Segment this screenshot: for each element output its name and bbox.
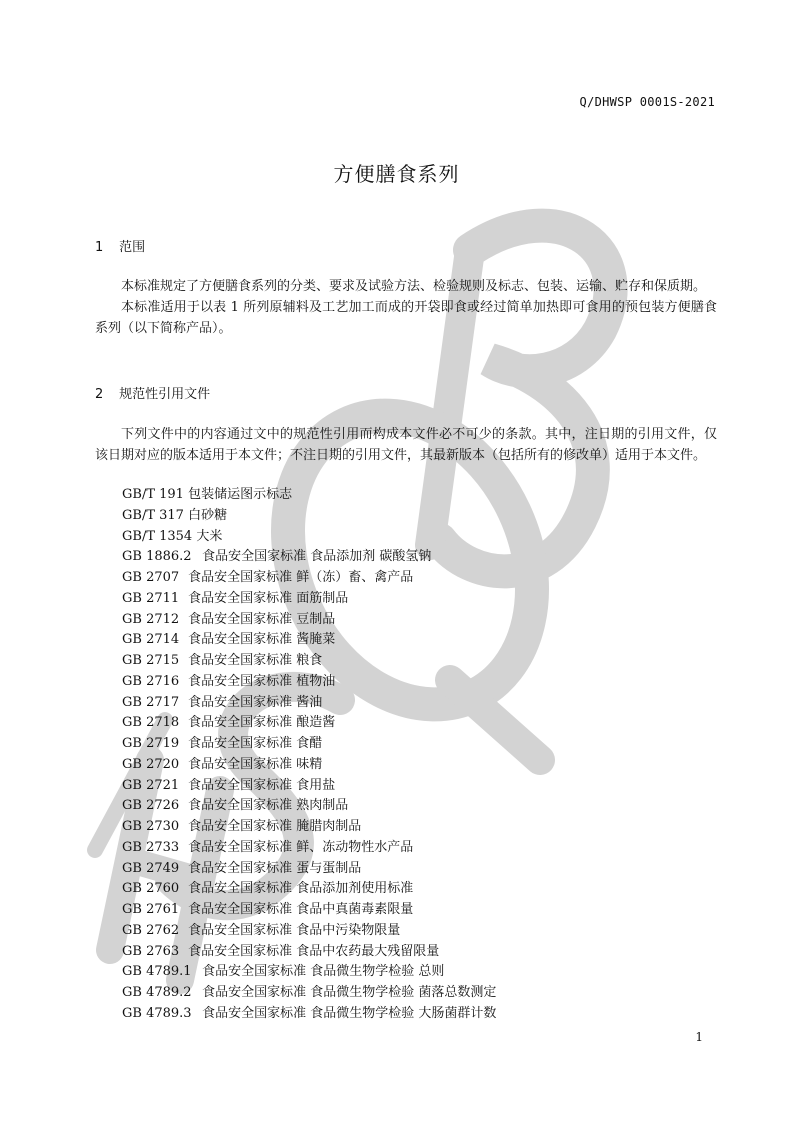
- section-2-heading: [95, 383, 210, 402]
- reference-code: GB 2711: [122, 590, 180, 606]
- reference-item: [122, 568, 496, 589]
- reference-item: [122, 547, 496, 568]
- reference-item: [122, 859, 496, 880]
- reference-code: GB 2720: [122, 756, 180, 772]
- reference-item: [122, 921, 496, 942]
- reference-name: 食品安全国家标准 食品微生物学检验 大肠菌群计数: [202, 1005, 497, 1021]
- section-title: 范围: [119, 240, 146, 255]
- reference-code: GB/T 191: [122, 487, 184, 502]
- reference-name: 大米: [196, 528, 223, 544]
- reference-item: [122, 693, 496, 714]
- section-number: 1: [95, 240, 104, 255]
- paragraph: 下列文件中的内容通过文中的规范性引用而构成本文件必不可少的条款。其中，注日期的引用文件，仅该日期对应的版本适用于本文件；不注日期的引用文件，其最新版本（包括所有的修改单）适用于本文件。: [95, 427, 717, 463]
- reference-code: GB/T 317: [122, 507, 184, 523]
- reference-name: 食品安全国家标准 腌腊肉制品: [188, 819, 362, 834]
- reference-item: [122, 942, 496, 963]
- reference-item: [122, 817, 496, 838]
- reference-name: 食品安全国家标准 鲜（冻）畜、禽产品: [188, 570, 414, 585]
- section-1-body: [95, 276, 717, 339]
- reference-name: 食品安全国家标准 熟肉制品: [188, 798, 349, 814]
- reference-name: 食品安全国家标准 食品微生物学检验 总则: [202, 964, 445, 980]
- reference-item: [122, 1004, 496, 1025]
- reference-name: 食品安全国家标准 酱油: [188, 694, 323, 710]
- reference-name: 包装储运图示标志: [188, 487, 293, 502]
- reference-item: [122, 796, 496, 817]
- reference-name: 食品安全国家标准 味精: [188, 756, 323, 772]
- reference-code: GB 2717: [122, 694, 180, 710]
- section-title: 规范性引用文件: [119, 387, 211, 402]
- reference-code: GB 2730: [122, 819, 180, 834]
- reference-code: GB 4789.2: [122, 985, 192, 1000]
- reference-name: 食品安全国家标准 食品中污染物限量: [188, 922, 401, 938]
- reference-item: [122, 734, 496, 755]
- page-number: 1: [695, 1030, 703, 1044]
- section-1-heading: [95, 236, 145, 255]
- section-2-body: [95, 424, 717, 466]
- reference-item: [122, 879, 496, 900]
- reference-code: GB 2749: [122, 860, 180, 876]
- reference-name: 食品安全国家标准 食醋: [188, 736, 323, 751]
- reference-code: GB 2712: [122, 611, 180, 627]
- reference-code: GB 2726: [122, 798, 180, 814]
- reference-name: 白砂糖: [188, 507, 228, 523]
- reference-item: [122, 962, 496, 983]
- reference-name: 食品安全国家标准 豆制品: [188, 611, 336, 627]
- reference-item: [122, 983, 496, 1004]
- reference-item: [122, 900, 496, 921]
- reference-item: [122, 755, 496, 776]
- reference-item: [122, 610, 496, 631]
- reference-name: 食品安全国家标准 酱腌菜: [188, 632, 336, 648]
- section-number: 2: [95, 387, 104, 402]
- reference-code: GB 2762: [122, 922, 180, 938]
- reference-name: 食品安全国家标准 面筋制品: [188, 590, 349, 606]
- reference-code: GB 2763: [122, 943, 180, 959]
- document-title: 方便膳食系列: [333, 162, 460, 186]
- reference-code: GB 2721: [122, 777, 180, 793]
- reference-name: 食品安全国家标准 食用盐: [188, 777, 336, 793]
- reference-item: [122, 776, 496, 797]
- reference-name: 食品安全国家标准 食品微生物学检验 菌落总数测定: [202, 985, 497, 1000]
- reference-code: GB 2718: [122, 715, 180, 731]
- reference-list: [122, 485, 496, 1025]
- reference-code: GB 2716: [122, 673, 180, 689]
- reference-item: [122, 506, 496, 527]
- reference-code: GB/T 1354: [122, 528, 193, 544]
- reference-name: 食品安全国家标准 食品添加剂 碳酸氢钠: [202, 549, 432, 565]
- reference-code: GB 2761: [122, 902, 180, 917]
- reference-code: GB 2715: [122, 653, 180, 668]
- reference-code: GB 2733: [122, 839, 180, 855]
- reference-name: 食品安全国家标准 食品中农药最大残留限量: [188, 943, 440, 959]
- reference-item: [122, 838, 496, 859]
- document-code: Q/DHWSP 0001S-2021: [579, 95, 715, 109]
- reference-name: 食品安全国家标准 蛋与蛋制品: [188, 860, 362, 876]
- reference-item: [122, 713, 496, 734]
- reference-name: 食品安全国家标准 酿造酱: [188, 715, 336, 731]
- paragraph: 本标准规定了方便膳食系列的分类、要求及试验方法、检验规则及标志、包装、运输、贮存和保质期。: [121, 279, 707, 294]
- reference-item: [122, 485, 496, 506]
- reference-name: 食品安全国家标准 鲜、冻动物性水产品: [188, 839, 414, 855]
- reference-name: 食品安全国家标准 食品添加剂使用标准: [188, 881, 414, 897]
- paragraph: 本标准适用于以表 1 所列原辅料及工艺加工而成的开袋即食或经过简单加热即可食用的预包装方便膳食系列（以下简称产品）。: [95, 300, 717, 336]
- reference-item: [122, 630, 496, 651]
- reference-code: GB 4789.1: [122, 964, 192, 980]
- reference-code: GB 2714: [122, 632, 180, 648]
- reference-name: 食品安全国家标准 食品中真菌毒素限量: [188, 902, 414, 917]
- reference-item: [122, 651, 496, 672]
- reference-code: GB 2707: [122, 570, 180, 585]
- reference-code: GB 2719: [122, 736, 180, 751]
- reference-name: 食品安全国家标准 粮食: [188, 653, 323, 668]
- reference-name: 食品安全国家标准 植物油: [188, 673, 336, 689]
- reference-code: GB 4789.3: [122, 1005, 192, 1021]
- reference-item: [122, 527, 496, 548]
- reference-item: [122, 589, 496, 610]
- reference-item: [122, 672, 496, 693]
- reference-code: GB 1886.2: [122, 549, 192, 565]
- reference-code: GB 2760: [122, 881, 180, 897]
